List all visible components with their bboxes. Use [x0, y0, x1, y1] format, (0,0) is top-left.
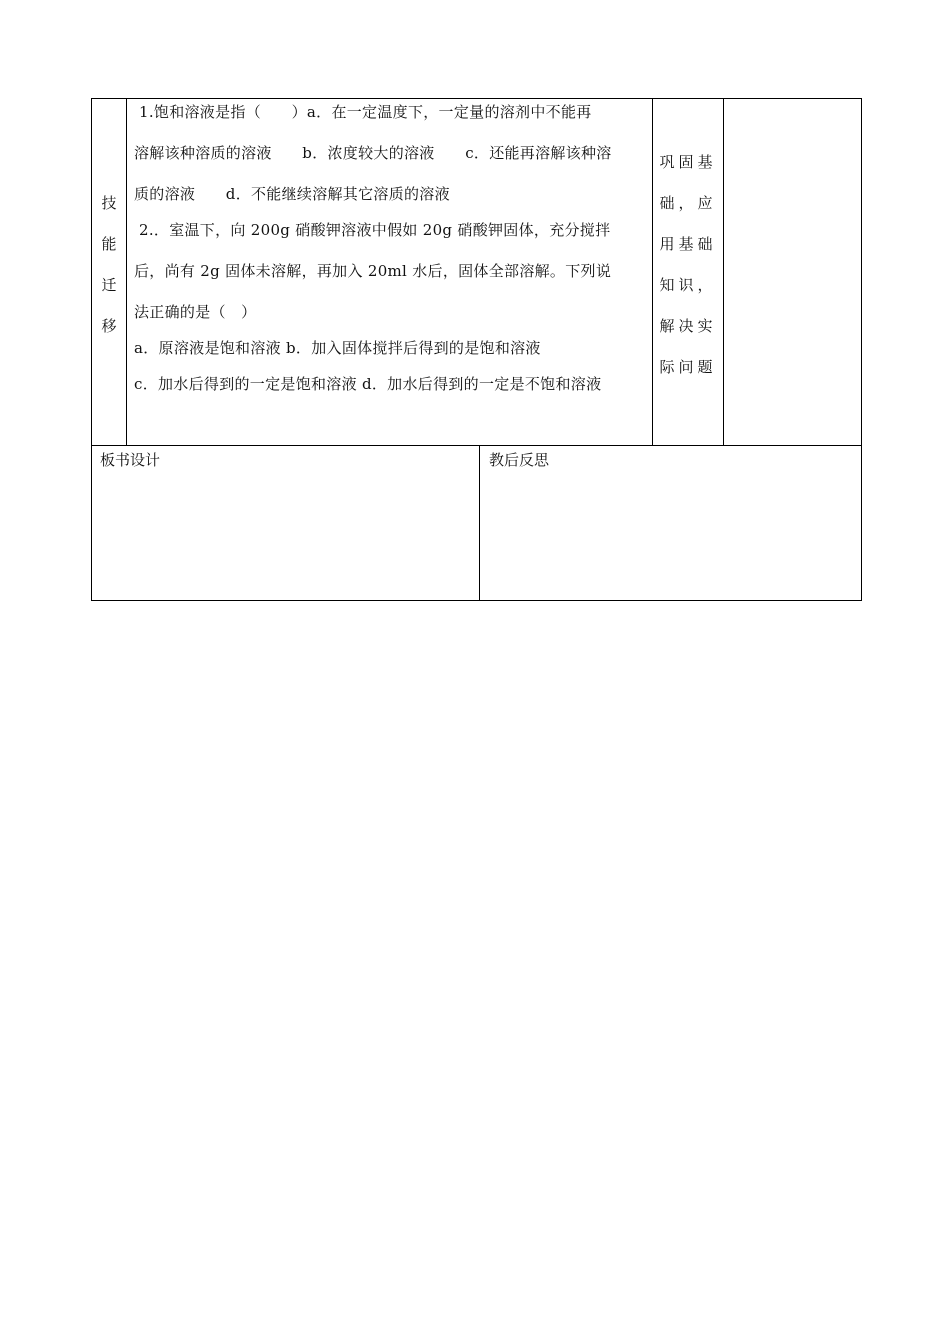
purpose-line: 巩固基: [659, 153, 717, 171]
label-column-divider: [126, 98, 127, 446]
section-label-char: 技: [101, 194, 117, 212]
exercise-line: 法正确的是（ ）: [134, 303, 257, 321]
reflection-label: 教后反思: [489, 451, 550, 469]
exercise-line: 1.饱和溶液是指（ ）a．在一定温度下，一定量的溶剂中不能再: [139, 103, 592, 121]
exercise-line: c．加水后得到的一定是饱和溶液 d．加水后得到的一定是不饱和溶液: [134, 375, 602, 393]
purpose-text: [653, 142, 723, 388]
table-border-left: [91, 98, 92, 601]
purpose-line: 解决实: [659, 317, 717, 335]
exercise-line: 2.．室温下，向 200g 硝酸钾溶液中假如 20g 硝酸钾固体，充分搅拌: [139, 221, 611, 239]
exercise-line: 质的溶液 d．不能继续溶解其它溶质的溶液: [134, 185, 450, 203]
exercise-line: a．原溶液是饱和溶液 b．加入固体搅拌后得到的是饱和溶液: [134, 339, 541, 357]
purpose-line: 础，应: [659, 194, 717, 212]
purpose-line: 知识，: [659, 276, 717, 294]
purpose-column-divider: [723, 98, 724, 446]
section-label-char: 迁: [101, 276, 117, 294]
exercise-line: 后，尚有 2g 固体未溶解，再加入 20ml 水后，固体全部溶解。下列说: [134, 262, 612, 280]
purpose-line: 际问题: [659, 358, 717, 376]
table-row-divider: [91, 445, 862, 446]
footer-column-divider: [479, 445, 480, 601]
board-design-label: 板书设计: [100, 451, 161, 469]
table-border-bottom: [91, 600, 862, 601]
exercise-line: 溶解该种溶质的溶液 b．浓度较大的溶液 c．还能再溶解该种溶: [134, 144, 612, 162]
table-border-right: [861, 98, 862, 601]
section-label: [92, 183, 126, 347]
section-label-char: 能: [101, 235, 117, 253]
table-border-top: [91, 98, 862, 99]
purpose-line: 用基础: [659, 235, 717, 253]
section-label-char: 移: [101, 317, 117, 335]
